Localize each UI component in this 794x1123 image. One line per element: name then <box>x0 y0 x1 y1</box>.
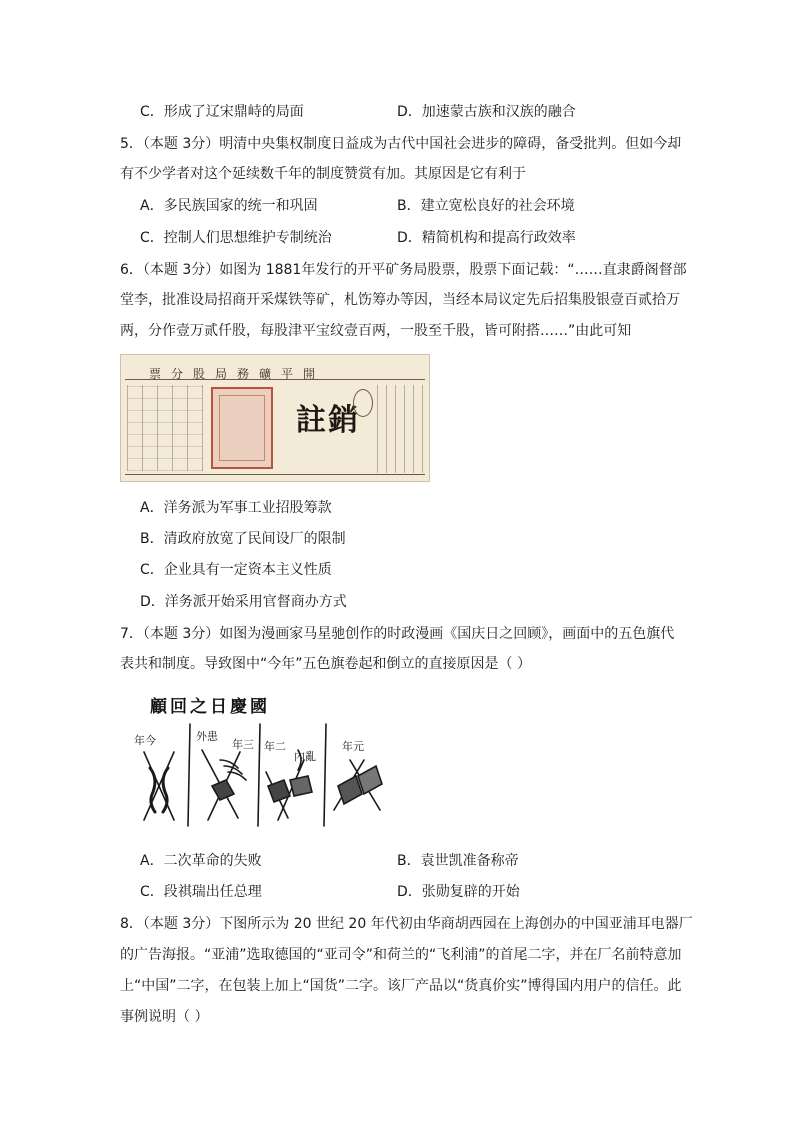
oval-seal <box>353 389 373 417</box>
cartoon-label-ernian: 年二 <box>264 740 286 753</box>
cancelled-stamp-text: 註銷 <box>296 403 360 438</box>
cartoon-drawing <box>128 690 390 830</box>
certificate-bottom-rule <box>125 474 425 475</box>
cartoon-label-yuannian: 年元 <box>342 740 364 753</box>
certificate-right-columns <box>377 385 423 473</box>
q4-option-c: C．形成了辽宋鼎峙的局面 <box>140 104 304 120</box>
certificate-header-bar <box>125 365 425 380</box>
q5-option-d: D．精简机构和提高行政效率 <box>397 230 576 246</box>
q6-stem-line2: 堂李，批准设局招商开采煤铁等矿，札饬筹办等因，当经本局议定先后招集股银壹百贰拾万 <box>120 292 680 308</box>
q8-stem-line1: 8．（本题 3分）下图所示为 20 世纪 20 年代初由华商胡西园在上海创办的中国亚浦耳电器厂 <box>120 916 693 932</box>
q7-stem-line2: 表共和制度。导致图中“今年”五色旗卷起和倒立的直接原因是（ ） <box>120 656 531 672</box>
certificate-header-text: 票分股局務礦平開 <box>149 367 326 381</box>
kaiping-stock-certificate-image <box>120 354 430 482</box>
q7-option-a: A．二次革命的失败 <box>140 853 262 869</box>
national-day-cartoon-image <box>128 690 390 830</box>
q8-stem-line3: 上“中国”二字，在包装上加上“国货”二字。该厂产品以“货真价实”博得国内用户的信任。此 <box>120 978 682 994</box>
q7-option-c: C．段祺瑞出任总理 <box>140 884 262 900</box>
cartoon-label-jinnian: 年今 <box>134 734 156 747</box>
q5-option-a: A．多民族国家的统一和巩固 <box>140 198 318 214</box>
q7-option-d: D．张勋复辟的开始 <box>397 884 520 900</box>
certificate-left-columns <box>127 385 203 471</box>
q6-option-a: A．洋务派为军事工业招股筹款 <box>140 500 332 516</box>
cartoon-title: 顧回之日慶國 <box>150 697 270 717</box>
q7-stem-line1: 7．（本题 3分）如图为漫画家马星驰创作的时政漫画《国庆日之回顾》，画面中的五色旗代 <box>120 626 675 642</box>
red-seal-stamp <box>211 387 273 469</box>
q5-stem-line1: 5．（本题 3分）明清中央集权制度日益成为古代中国社会进步的障碍，备受批判。但如今却 <box>120 136 682 152</box>
q5-option-b: B．建立宽松良好的社会环境 <box>397 198 575 214</box>
q4-option-d: D．加速蒙古族和汉族的融合 <box>397 104 576 120</box>
cartoon-label-neiluan: 內亂 <box>294 750 316 763</box>
q8-stem-line4: 事例说明（ ） <box>120 1009 209 1025</box>
q6-stem-line3: 两，分作壹万贰仟股，每股津平宝纹壹百两，一股至千股，皆可附搭……”由此可知 <box>120 323 632 339</box>
q6-option-d: D．洋务派开始采用官督商办方式 <box>140 594 347 610</box>
cartoon-label-waihuan: 外患 <box>196 730 218 743</box>
cartoon-label-sannian: 年三 <box>232 738 254 751</box>
q6-stem-line1: 6．（本题 3分）如图为 1881年发行的开平矿务局股票，股票下面记载：“……直隶爵阁督部 <box>120 262 687 278</box>
q6-option-b: B．清政府放宽了民间设厂的限制 <box>140 531 346 547</box>
q5-stem-line2: 有不少学者对这个延续数千年的制度赞赏有加。其原因是它有利于 <box>120 166 526 182</box>
q6-option-c: C．企业具有一定资本主义性质 <box>140 562 332 578</box>
q5-option-c: C．控制人们思想维护专制统治 <box>140 230 332 246</box>
q7-option-b: B．袁世凯准备称帝 <box>397 853 519 869</box>
q8-stem-line2: 的广告海报。“亚浦”选取德国的“亚司令”和荷兰的“飞利浦”的首尾二字，并在厂名前特意加 <box>120 947 682 963</box>
